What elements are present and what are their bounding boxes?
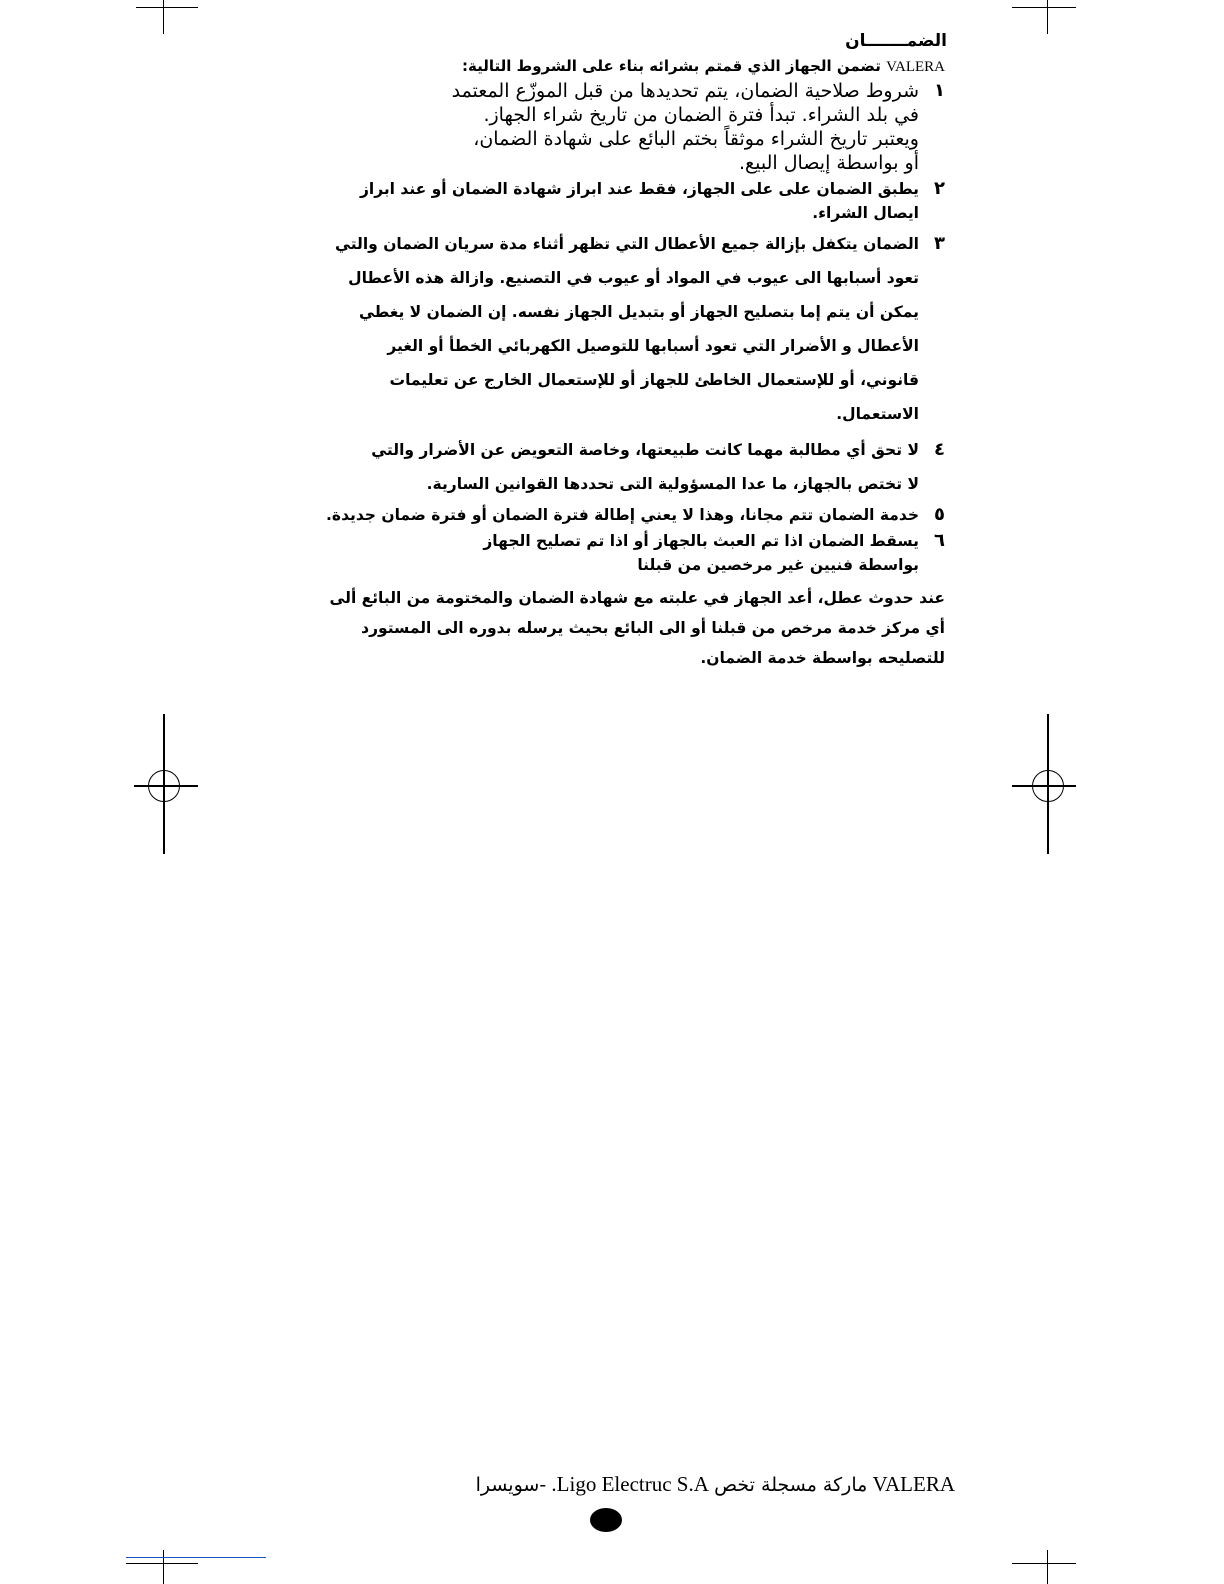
trademark-text: ماركة مسجلة تخص (714, 1474, 868, 1496)
trademark-country: -سويسرا (475, 1474, 547, 1496)
closing-line: للتصليحه بواسطة خدمة الضمان. (700, 649, 945, 667)
item-line: أو بواسطة إيصال البيع. (739, 152, 919, 174)
item-line: في بلد الشراء. تبدأ فترة الضمان من تاريخ شراء الجهاز. (483, 104, 919, 126)
closing-line: أي مركز خدمة مرخص من قبلنا أو الى البائع بحيث يرسله بدوره الى المستورد (361, 619, 945, 637)
item-line: لا تختص بالجهاز، ما عدا المسؤولية التى تحددها القوانين السارية. (426, 475, 919, 493)
item-number: ٦ (934, 530, 945, 551)
intro-text: تضمن الجهاز الذي قمتم بشرائه بناء على الشروط التالية: (462, 57, 881, 75)
crop-mark-top-right-h (1012, 7, 1076, 8)
crop-mark-bottom-right-v (1047, 1550, 1048, 1584)
item-line: يسقط الضمان اذا تم العبث بالجهاز أو اذا تم تصليح الجهاز (483, 532, 919, 550)
item-number: ٢ (934, 178, 945, 199)
list-item (335, 433, 945, 501)
crop-mark-bottom-right-h (1012, 1563, 1076, 1564)
item-line: خدمة الضمان تتم مجانا، وهذا لا يعني إطالة فترة الضمان أو فترة ضمان جديدة. (326, 506, 919, 524)
item-number: ٣ (934, 233, 945, 254)
trademark-company: Ligo Electruc S.A. (551, 1472, 709, 1496)
crop-mark-top-left-v (163, 0, 164, 34)
registration-mark-left (134, 714, 198, 854)
item-line: قانوني، أو للإستعمال الخاطئ للجهاز أو للإستعمال الخارج عن تعليمات (389, 371, 919, 389)
brand-name: VALERA (886, 59, 945, 75)
item-line: شروط صلاحية الضمان، يتم تحديدها من قبل الموزّع المعتمد (451, 80, 919, 102)
list-item (335, 177, 945, 225)
item-line: الاستعمال. (836, 405, 919, 423)
page-title: الضمـــــــان (845, 31, 947, 51)
crop-mark-top-right-v (1047, 0, 1048, 34)
item-number: ١ (934, 80, 945, 101)
item-line: يمكن أن يتم إما بتصليح الجهاز أو بتبديل الجهاز نفسه. إن الضمان لا يغطي (358, 303, 919, 321)
crop-mark-bottom-left-v (163, 1550, 164, 1584)
intro-line (335, 56, 945, 77)
page-marker-dot (590, 1508, 622, 1532)
item-line: ايصال الشراء. (812, 204, 919, 222)
crop-mark-top-left-h (136, 7, 198, 8)
item-number: ٤ (934, 439, 945, 460)
crop-mark-bottom-left-h (126, 1563, 198, 1564)
item-line: بواسطة فنيين غير مرخصين من قبلنا (637, 556, 919, 574)
warranty-section (326, 30, 955, 673)
link-underline (126, 1557, 266, 1558)
item-line: لا تحق أي مطالبة مهما كانت طبيعتها، وخاصة التعويض عن الأضرار والتي (371, 441, 919, 459)
list-item (335, 79, 945, 175)
trademark-notice (475, 1472, 955, 1497)
item-line: تعود أسبابها الى عيوب في المواد أو عيوب في التصنيع. وازالة هذه الأعطال (348, 269, 919, 287)
item-number: ٥ (934, 504, 945, 525)
list-item (335, 529, 945, 577)
item-line: ويعتبر تاريخ الشراء موثقاً بختم البائع على شهادة الضمان، (473, 128, 919, 150)
closing-line: عند حدوث عطل، أعد الجهاز في علبته مع شهادة الضمان والمختومة من البائع ألى (329, 589, 945, 607)
item-line: الأعطال و الأضرار التي تعود أسبابها للتوصيل الكهربائي الخطأ أو الغير (387, 337, 919, 355)
trademark-brand: VALERA (872, 1472, 955, 1496)
item-line: الضمان يتكفل بإزالة جميع الأعطال التي تظهر أثناء مدة سريان الضمان والتي (335, 235, 919, 253)
closing-paragraph (329, 583, 945, 673)
item-line: يطبق الضمان على على الجهاز، فقط عند ابراز شهادة الضمان أو عند ابراز (359, 180, 919, 198)
list-item (335, 227, 945, 431)
list-item (326, 503, 945, 527)
registration-mark-right (1012, 714, 1076, 854)
